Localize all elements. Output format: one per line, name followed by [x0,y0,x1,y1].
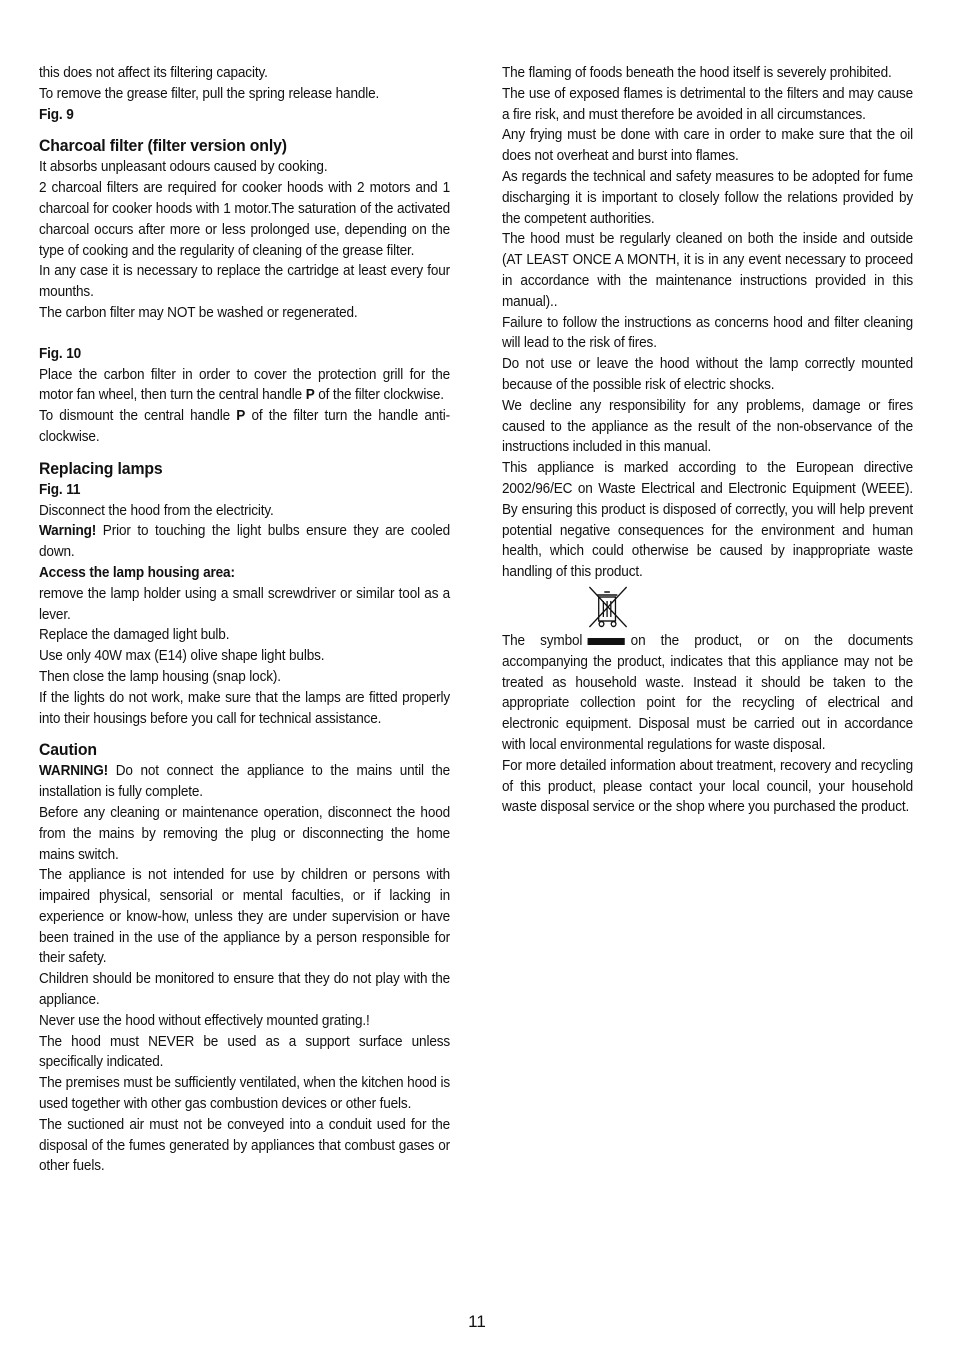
section-heading-caution: Caution [39,740,97,760]
paragraph: Then close the lamp housing (snap lock). [39,668,281,685]
paragraph: The flaming of foods beneath the hood itself is severely prohibited. [502,65,892,81]
figure-ref: Fig. 11 [39,481,81,498]
text: To dismount the central handle [39,408,237,425]
section-heading-lamps: Replacing lamps [39,458,163,478]
text: on the product, or on the documents accompanying the product, indicates that this appliance may not be treated as household waste. Instead it should be taken to the appropriate collection point for the recycling of electrical and electronic equipment. Disposal must be carried out in accordance with local environmental regulations for waste disposal. [502,632,914,753]
paragraph: remove the lamp holder using a small screwdriver or similar tool as a lever. [39,585,451,623]
paragraph: If the lights do not work, make sure that the lamps are fitted properly into their housings before you call for technical assistance. [39,689,451,727]
figure-ref: Fig. 9 [39,106,74,123]
paragraph: In any case it is necessary to replace the cartridge at least every four mounths. [39,263,451,301]
text: Do not connect the appliance to the mains until the installation is fully complete. [39,763,451,801]
text: of the filter turn the handle anti-clockwise. [39,408,451,445]
section-heading-charcoal: Charcoal filter (filter version only) [39,136,287,156]
paragraph: The hood must be regularly cleaned on both the inside and outside (AT LEAST ONCE A MONTH, it is in any event necessary to proceed in accordance with the maintenance instructions provided in this manual).. [502,231,914,310]
paragraph: this does not affect its filtering capacity. [39,65,268,81]
bold-text: P [236,408,246,425]
weee-symbol-area [502,583,913,631]
bold-text: Warning! [39,523,97,540]
paragraph [39,521,450,563]
paragraph: Replace the damaged light bulb. [39,627,230,644]
text: Place the carbon filter in order to cover the protection grill for the motor fan wheel, then turn the central handle [39,366,451,404]
right-column [502,63,913,818]
paragraph: It absorbs unpleasant odours caused by cooking. [39,159,328,176]
paragraph: The suctioned air must not be conveyed into a conduit used for the disposal of the fumes generated by appliances that combust gases or other fuels. [39,1116,451,1175]
text: Prior to touching the light bulbs ensure they are cooled down. [39,523,451,561]
paragraph: Use only 40W max (E14) olive shape light bulbs. [39,648,325,665]
paragraph: The use of exposed flames is detrimental to the filters and may cause a fire risk, and must therefore be avoided in all circumstances. [502,85,914,123]
paragraph: We decline any responsibility for any problems, damage or fires caused to the appliance as the result of the non-observance of the instructions included in this manual. [502,397,914,456]
paragraph [39,761,450,803]
bold-text: WARNING! [39,763,109,780]
left-column [39,63,450,1177]
paragraph: Never use the hood without effectively mounted grating.! [39,1012,370,1029]
paragraph [502,631,913,756]
figure-ref: Fig. 10 [39,345,82,362]
paragraph: The carbon filter may NOT be washed or regenerated. [39,304,358,321]
paragraph [39,365,450,407]
text: The symbol [502,632,583,649]
paragraph: Children should be monitored to ensure that they do not play with the appliance. [39,971,451,1009]
subheading: Access the lamp housing area: [39,564,235,581]
bold-text: P [305,387,315,404]
paragraph: For more detailed information about treatment, recovery and recycling of this product, please contact your local council, your household waste disposal service or the shop where you purchased the product. [502,757,914,816]
text: of the filter clockwise. [314,387,444,404]
paragraph: The appliance is not intended for use by children or persons with impaired physical, sensorial or mental faculties, or if lacking in experience or know-how, unless they are under supervision or have been trained in the use of the appliance by a person responsible for their safety. [39,867,451,967]
paragraph: 2 charcoal filters are required for cooker hoods with 2 motors and 1 charcoal for cooker hoods with 1 motor.The saturation of the activated charcoal occurs after more or less prolonged use, depending on the type of cooking and the regularity of cleaning of the grease filter. [39,180,451,259]
paragraph: As regards the technical and safety measures to be adopted for fume discharging it is important to closely follow the relations provided by the competent authorities. [502,168,914,227]
paragraph: Failure to follow the instructions as concerns hood and filter cleaning will lead to the risk of fires. [502,314,914,352]
paragraph: To remove the grease filter, pull the spring release handle. [39,85,380,102]
paragraph [39,406,450,448]
paragraph: Any frying must be done with care in order to make sure that the oil does not overheat and burst into flames. [502,127,914,165]
paragraph: Do not use or leave the hood without the lamp correctly mounted because of the possible risk of electric shocks. [502,356,914,393]
black-bar-icon [588,638,625,645]
paragraph: The premises must be sufficiently ventilated, when the kitchen hood is used together with other gas combustion devices or other fuels. [39,1075,451,1113]
crossed-out-wheelie-bin-icon [586,583,631,631]
page-number: 11 [468,1312,486,1331]
paragraph: The hood must NEVER be used as a support surface unless specifically indicated. [39,1033,451,1071]
paragraph: Before any cleaning or maintenance operation, disconnect the hood from the mains by removing the plug or disconnecting the home mains switch. [39,804,451,863]
paragraph: Disconnect the hood from the electricity. [39,502,274,519]
paragraph: This appliance is marked according to the European directive 2002/96/EC on Waste Electrical and Electronic Equipment (WEEE). By ensuring this product is disposed of correctly, you will help prevent potential negative consequences for the environment and human health, which could otherwise be caused by inappropriate waste handling of this product. [502,460,914,581]
